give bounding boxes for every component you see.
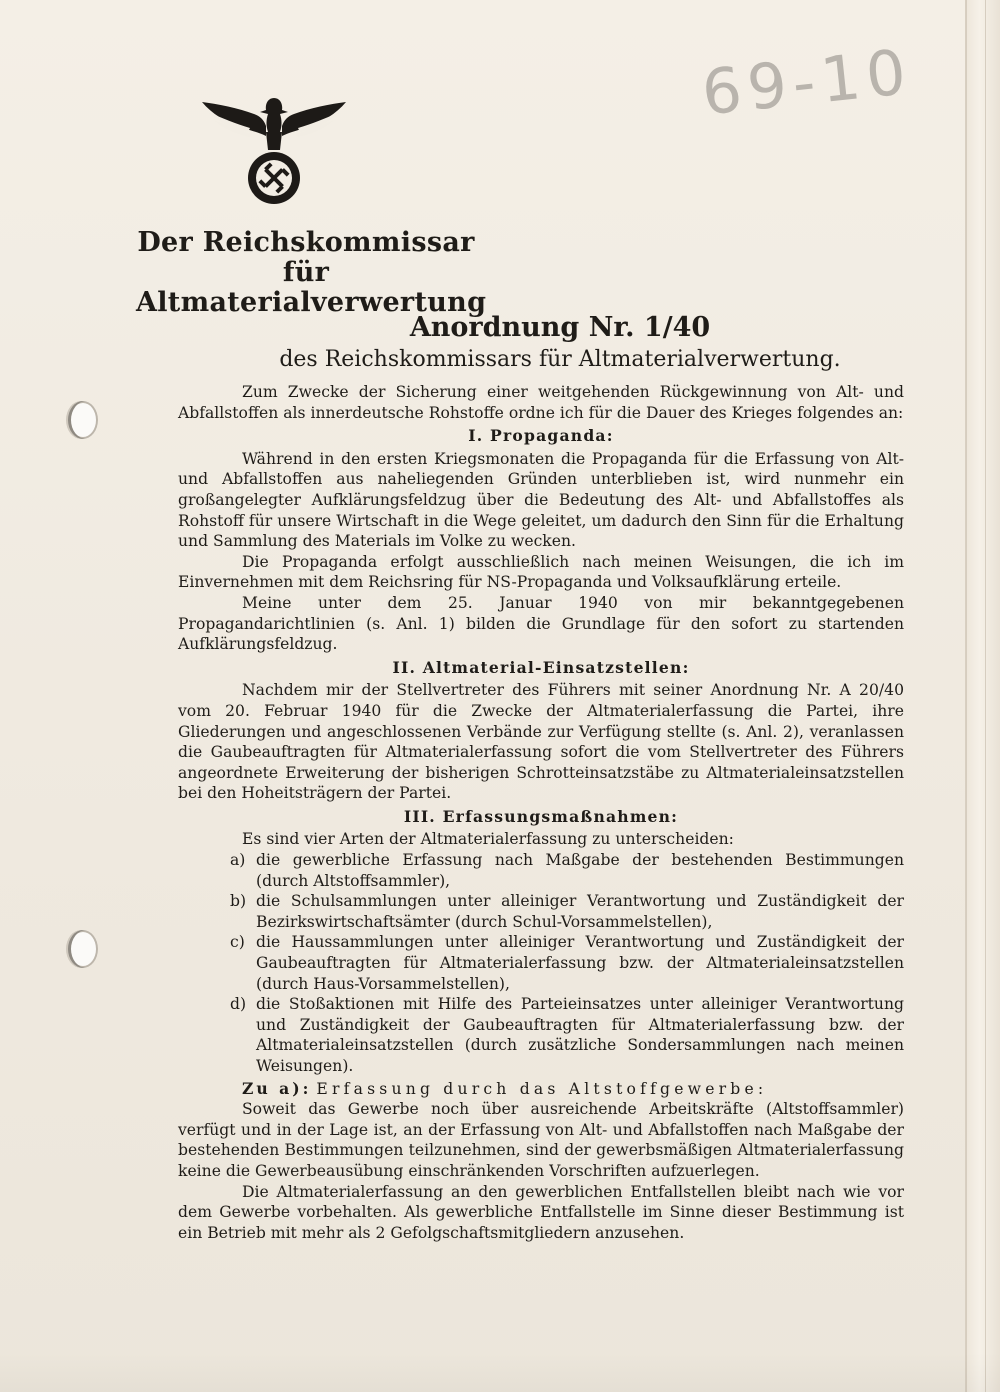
subsection-a-paragraph: Soweit das Gewerbe noch über ausreichende Arbeitskräfte (Altstoffsammler) verfügt und in der Lage ist, an der Erfassung von Alt- und Abfallstoffen nach Maßgabe der bestehenden Bestimmungen teilzunehmen, sind der gewerbsmäßigen Altmaterialerfassung keine die Gewerbeausübung einschränkenden Vorschriften aufzuerlegen. — [178, 1100, 904, 1180]
section-2-paragraph: Nachdem mir der Stellvertreter des Führers mit seiner Anordnung Nr. A 20/40 vom 20. Februar 1940 für die Zwecke der Altmaterialerfassung die Partei, ihre Gliederungen und angeschlossenen Verbände zur Verfügung stellte (s. Anl. 2), veranlassen die Gaubeauftragten für Altmaterialerfassung sofort die vom Stellvertreter des Führers angeordnete Erweiterung der bisherigen Schrotteinsatzstäbe zu Altmaterialeinsatzstellen bei den Hoheitsträgern der Partei. — [178, 681, 904, 803]
section-2-heading: II. Altmaterial-Einsatzstellen: — [392, 657, 690, 677]
list-item-label: b) — [230, 892, 247, 911]
issuer-line-1: Der Reichskommissar — [137, 227, 475, 258]
title-line-2: des Reichskommissars für Altmaterialverwertung. — [279, 347, 841, 372]
list-item-text: die Schulsammlungen unter alleiniger Verantwortung und Zuständigkeit der Bezirkswirtschaftsämter (durch Schul-Vorsammelstellen), — [256, 892, 904, 931]
subsection-a-label: Zu a): — [242, 1078, 312, 1098]
section-1-paragraph: Meine unter dem 25. Januar 1940 von mir bekanntgegebenen Propagandarichtlinien (s. Anl. 1) bilden die Grundlage für den sofort zu startenden Aufklärungsfeldzug. — [178, 593, 904, 654]
section-1-heading: I. Propaganda: — [468, 426, 614, 446]
section-3-heading: III. Erfassungsmaßnahmen: — [403, 806, 679, 826]
list-item — [178, 850, 904, 891]
page-edge-bottom — [0, 1352, 1000, 1392]
punch-hole-top — [68, 401, 98, 439]
punch-hole-bottom — [68, 930, 98, 968]
list-item-label: a) — [230, 851, 246, 870]
title-line-1: Anordnung Nr. 1/40 — [409, 312, 711, 343]
page-edge-line — [985, 0, 986, 1392]
eagle-emblem-icon — [198, 92, 350, 212]
section-3-lead: Es sind vier Arten der Altmaterialerfassung zu unterscheiden: — [242, 830, 734, 849]
list-item-text: die gewerbliche Erfassung nach Maßgabe der bestehenden Bestimmungen (durch Altstoffsammler), — [256, 851, 904, 890]
list-item-text: die Haussammlungen unter alleiniger Verantwortung und Zuständigkeit der Gaubeauftragten für Altmaterialerfassung bzw. der Altmaterialeinsatzstellen (durch Haus-Vorsammelstellen), — [256, 933, 904, 993]
subsection-a-heading — [178, 1079, 904, 1100]
issuer-line-2: für Altmaterialverwertung — [136, 257, 487, 318]
list-item — [178, 932, 904, 994]
list-item — [178, 891, 904, 932]
document-body — [178, 382, 904, 1243]
document-title — [240, 312, 880, 374]
list-item — [178, 994, 904, 1076]
list-item-text: die Stoßaktionen mit Hilfe des Parteieinsatzes unter alleiniger Verantwortung und Zuständigkeit der Gaubeauftragten für Altmaterialerfassung bzw. der Altmaterialeinsatzstellen (durch zusätzliche Sondersammlungen nach meinen Weisungen). — [256, 995, 904, 1075]
page-edge-line — [966, 0, 967, 1392]
handwritten-note: 69-10 — [698, 34, 916, 130]
list-item-label: c) — [230, 933, 245, 952]
list-item-label: d) — [230, 995, 247, 1014]
intro-paragraph: Zum Zwecke der Sicherung einer weitgehenden Rückgewinnung von Alt- und Abfallstoffen als innerdeutsche Rohstoffe ordne ich für die Dauer des Krieges folgendes an: — [178, 383, 904, 422]
page-edge-right — [965, 0, 1000, 1392]
section-1-paragraph: Während in den ersten Kriegsmonaten die Propaganda für die Erfassung von Alt- und Abfallstoffen aus naheliegenden Gründen unterblieben ist, wird nunmehr ein großangelegter Aufklärungsfeldzug über die Bedeutung des Alt- und Abfallstoffes als Rohstoff für unsere Wirtschaft in die Wege geleitet, um dadurch den Sinn für die Erhaltung und Sammlung des Materials im Volke zu wecken. — [178, 449, 904, 551]
subsection-a-title: Erfassung durch das Altstoffgewerbe: — [316, 1079, 768, 1098]
section-1-paragraph: Die Propaganda erfolgt ausschließlich nach meinen Weisungen, die ich im Einvernehmen mit dem Reichsring für NS-Propaganda und Volksaufklärung erteile. — [178, 552, 904, 592]
measures-list — [178, 850, 904, 1077]
issuer-block — [136, 227, 487, 318]
subsection-a-paragraph: Die Altmaterialerfassung an den gewerblichen Entfallstellen bleibt nach wie vor dem Gewerbe vorbehalten. Als gewerbliche Entfallstelle im Sinne dieser Bestimmung ist ein Betrieb mit mehr als 2 Gefolgschaftsmitgliedern anzusehen. — [178, 1182, 904, 1242]
